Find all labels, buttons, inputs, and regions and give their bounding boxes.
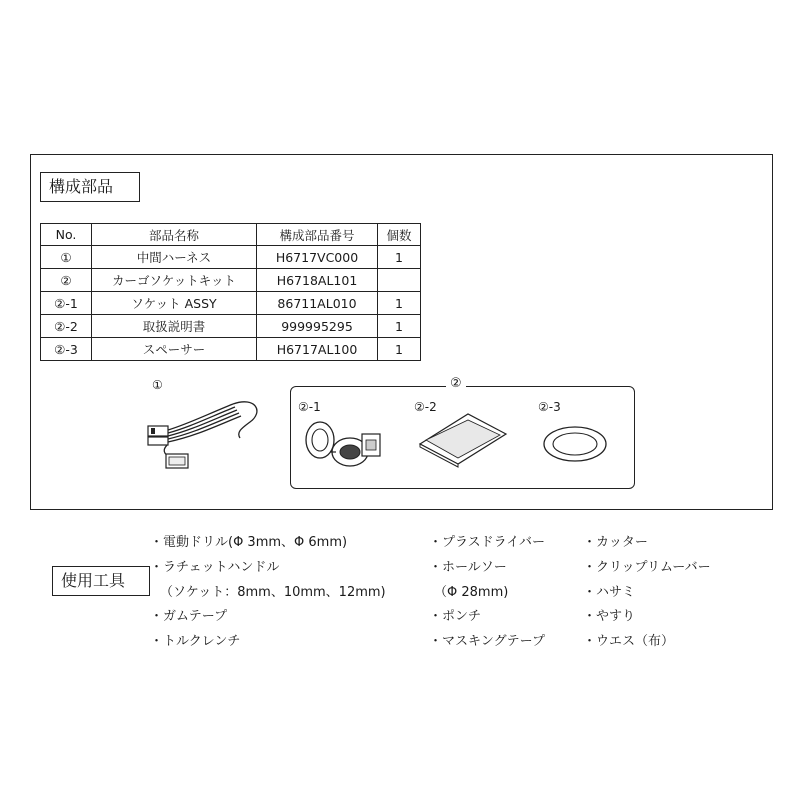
spacer-figure-label: ②-3: [538, 400, 561, 414]
tool-item: ・クリップリムーバー: [583, 560, 711, 575]
tool-item: ・電動ドリル(Φ 3mm、Φ 6mm): [150, 535, 348, 550]
tool-item: ・カッター: [583, 535, 648, 550]
tools-section-heading: 使用工具: [52, 566, 150, 596]
table-row: [41, 315, 421, 338]
harness-figure-label: ①: [152, 378, 163, 392]
socket-assy-illustration: [300, 412, 386, 476]
cell-part-name: スペーサー: [92, 338, 257, 361]
cell-no: ②-1: [41, 292, 92, 315]
tool-item: ・トルクレンチ: [150, 634, 241, 649]
kit-figure-label: ②: [446, 376, 466, 391]
cell-part-name: 中間ハーネス: [92, 246, 257, 269]
cell-no: ②-3: [41, 338, 92, 361]
table-row: [41, 292, 421, 315]
table-row: [41, 269, 421, 292]
tool-item: ・ガムテープ: [150, 609, 228, 624]
cell-no: ②-2: [41, 315, 92, 338]
cell-quantity: 1: [378, 338, 421, 361]
cell-part-number: H6718AL101: [257, 269, 378, 292]
instruction-manual-illustration: [414, 410, 510, 470]
tool-item: ・ポンチ: [429, 609, 482, 624]
cell-part-number: H6717AL100: [257, 338, 378, 361]
header-part-name: 部品名称: [92, 224, 257, 246]
tool-item: ・ホールソー: [429, 560, 507, 575]
tool-item-note: （Φ 28mm): [434, 585, 509, 600]
tool-item: ・マスキングテープ: [429, 634, 545, 649]
tool-item: ・やすり: [583, 609, 636, 624]
tool-item: ・プラスドライバー: [429, 535, 545, 550]
table-header-row: [41, 224, 421, 246]
cell-quantity: 1: [378, 292, 421, 315]
header-part-number: 構成部品番号: [257, 224, 378, 246]
harness-illustration: [138, 392, 268, 482]
cell-part-name: カーゴソケットキット: [92, 269, 257, 292]
socket-figure-label: ②-1: [298, 400, 321, 414]
tool-item-note: （ソケット：8mm、10mm、12mm): [160, 585, 386, 600]
cell-no: ②: [41, 269, 92, 292]
cell-no: ①: [41, 246, 92, 269]
cell-quantity: 1: [378, 246, 421, 269]
header-no: No.: [41, 224, 92, 246]
manual-figure-label: ②-2: [414, 400, 437, 414]
spacer-illustration: [540, 422, 610, 466]
cell-part-name: 取扱説明書: [92, 315, 257, 338]
tool-item: ・ハサミ: [583, 585, 636, 600]
parts-section-heading: 構成部品: [40, 172, 140, 202]
tool-item: ・ウエス（布）: [583, 634, 675, 649]
cell-part-number: H6717VC000: [257, 246, 378, 269]
cell-part-number: 86711AL010: [257, 292, 378, 315]
table-row: [41, 338, 421, 361]
parts-table: [40, 223, 421, 361]
tool-item: ・ラチェットハンドル: [150, 560, 280, 575]
cell-quantity: 1: [378, 315, 421, 338]
cell-quantity: [378, 269, 421, 292]
header-quantity: 個数: [378, 224, 421, 246]
table-row: [41, 246, 421, 269]
cell-part-number: 999995295: [257, 315, 378, 338]
cell-part-name: ソケット ASSY: [92, 292, 257, 315]
